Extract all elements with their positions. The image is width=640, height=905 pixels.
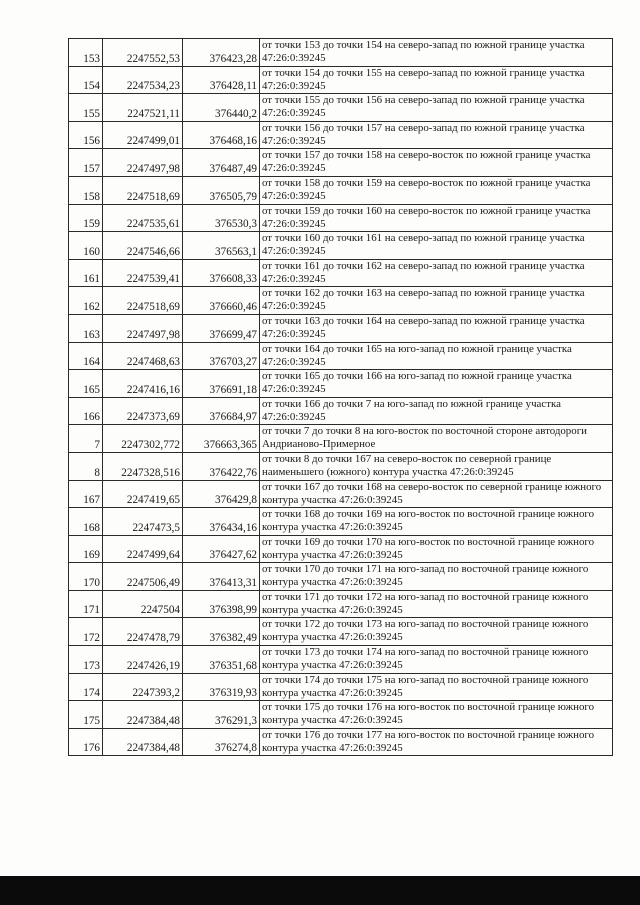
point-number-cell: 161: [69, 259, 103, 287]
x-coordinate-cell: 2247384,48: [103, 728, 183, 756]
x-coordinate-cell: 2247497,98: [103, 314, 183, 342]
point-number-cell: 153: [69, 39, 103, 67]
table-row: [69, 121, 613, 149]
table-row: [69, 66, 613, 94]
point-number-cell: 163: [69, 314, 103, 342]
coordinates-table: [68, 38, 613, 756]
boundary-description-cell: от точки 173 до точки 174 на юго-запад по восточной границе южного контура участка 47:26:0:39245: [260, 646, 613, 674]
table-row: [69, 563, 613, 591]
boundary-description-cell: от точки 164 до точки 165 на юго-запад по южной границе участка 47:26:0:39245: [260, 342, 613, 370]
boundary-description-cell: от точки 158 до точки 159 на северо-восток по южной границе участка 47:26:0:39245: [260, 176, 613, 204]
boundary-description-cell: от точки 160 до точки 161 на северо-запад по южной границе участка 47:26:0:39245: [260, 232, 613, 260]
x-coordinate-cell: 2247535,61: [103, 204, 183, 232]
table-row: [69, 673, 613, 701]
table-row: [69, 314, 613, 342]
x-coordinate-cell: 2247521,11: [103, 94, 183, 122]
table-row: [69, 618, 613, 646]
boundary-description-cell: от точки 162 до точки 163 на северо-запад по южной границе участка 47:26:0:39245: [260, 287, 613, 315]
boundary-description-cell: от точки 170 до точки 171 на юго-запад по восточной границе южного контура участка 47:26:0:39245: [260, 563, 613, 591]
boundary-description-cell: от точки 167 до точки 168 на северо-восток по северной границе южного контура участка 47:26:0:39245: [260, 480, 613, 508]
point-number-cell: 7: [69, 425, 103, 453]
point-number-cell: 155: [69, 94, 103, 122]
point-number-cell: 159: [69, 204, 103, 232]
x-coordinate-cell: 2247478,79: [103, 618, 183, 646]
y-coordinate-cell: 376505,79: [183, 176, 260, 204]
table-row: [69, 535, 613, 563]
y-coordinate-cell: 376703,27: [183, 342, 260, 370]
x-coordinate-cell: 2247468,63: [103, 342, 183, 370]
y-coordinate-cell: 376422,76: [183, 452, 260, 480]
table-row: [69, 259, 613, 287]
x-coordinate-cell: 2247504: [103, 590, 183, 618]
point-number-cell: 169: [69, 535, 103, 563]
table-row: [69, 425, 613, 453]
boundary-description-cell: от точки 159 до точки 160 на северо-восток по южной границе участка 47:26:0:39245: [260, 204, 613, 232]
boundary-description-cell: от точки 163 до точки 164 на северо-запад по южной границе участка 47:26:0:39245: [260, 314, 613, 342]
boundary-description-cell: от точки 157 до точки 158 на северо-восток по южной границе участка 47:26:0:39245: [260, 149, 613, 177]
x-coordinate-cell: 2247302,772: [103, 425, 183, 453]
y-coordinate-cell: 376382,49: [183, 618, 260, 646]
table-row: [69, 728, 613, 756]
boundary-description-cell: от точки 175 до точки 176 на юго-восток по восточной границе южного контура участка 47:26:0:39245: [260, 701, 613, 729]
boundary-description-cell: от точки 171 до точки 172 на юго-запад по восточной границе южного контура участка 47:26:0:39245: [260, 590, 613, 618]
table-row: [69, 370, 613, 398]
point-number-cell: 176: [69, 728, 103, 756]
y-coordinate-cell: 376423,28: [183, 39, 260, 67]
table-row: [69, 646, 613, 674]
point-number-cell: 173: [69, 646, 103, 674]
boundary-description-cell: от точки 166 до точки 7 на юго-запад по южной границе участка 47:26:0:39245: [260, 397, 613, 425]
x-coordinate-cell: 2247499,64: [103, 535, 183, 563]
y-coordinate-cell: 376428,11: [183, 66, 260, 94]
boundary-description-cell: от точки 8 до точки 167 на северо-восток по северной границе наименьшего (южного) контура участка 47:26:0:39245: [260, 452, 613, 480]
x-coordinate-cell: 2247497,98: [103, 149, 183, 177]
point-number-cell: 162: [69, 287, 103, 315]
x-coordinate-cell: 2247419,65: [103, 480, 183, 508]
coordinates-table-body: [69, 39, 613, 756]
point-number-cell: 164: [69, 342, 103, 370]
point-number-cell: 166: [69, 397, 103, 425]
point-number-cell: 174: [69, 673, 103, 701]
y-coordinate-cell: 376319,93: [183, 673, 260, 701]
point-number-cell: 157: [69, 149, 103, 177]
y-coordinate-cell: 376563,1: [183, 232, 260, 260]
table-row: [69, 590, 613, 618]
point-number-cell: 165: [69, 370, 103, 398]
y-coordinate-cell: 376663,365: [183, 425, 260, 453]
y-coordinate-cell: 376291,3: [183, 701, 260, 729]
point-number-cell: 168: [69, 508, 103, 536]
x-coordinate-cell: 2247518,69: [103, 176, 183, 204]
x-coordinate-cell: 2247426,19: [103, 646, 183, 674]
boundary-description-cell: от точки 7 до точки 8 на юго-восток по восточной стороне автодороги Андрианово-Примерное: [260, 425, 613, 453]
boundary-description-cell: от точки 168 до точки 169 на юго-восток по восточной границе южного контура участка 47:26:0:39245: [260, 508, 613, 536]
y-coordinate-cell: 376434,16: [183, 508, 260, 536]
boundary-description-cell: от точки 153 до точки 154 на северо-запад по южной границе участка 47:26:0:39245: [260, 39, 613, 67]
y-coordinate-cell: 376413,31: [183, 563, 260, 591]
point-number-cell: 172: [69, 618, 103, 646]
table-row: [69, 701, 613, 729]
table-row: [69, 480, 613, 508]
x-coordinate-cell: 2247539,41: [103, 259, 183, 287]
x-coordinate-cell: 2247416,16: [103, 370, 183, 398]
table-row: [69, 149, 613, 177]
table-row: [69, 232, 613, 260]
point-number-cell: 8: [69, 452, 103, 480]
boundary-description-cell: от точки 174 до точки 175 на юго-запад по восточной границе южного контура участка 47:26:0:39245: [260, 673, 613, 701]
y-coordinate-cell: 376684,97: [183, 397, 260, 425]
y-coordinate-cell: 376398,99: [183, 590, 260, 618]
table-row: [69, 204, 613, 232]
point-number-cell: 170: [69, 563, 103, 591]
point-number-cell: 160: [69, 232, 103, 260]
x-coordinate-cell: 2247473,5: [103, 508, 183, 536]
y-coordinate-cell: 376468,16: [183, 121, 260, 149]
table-row: [69, 452, 613, 480]
boundary-description-cell: от точки 176 до точки 177 на юго-восток по восточной границе южного контура участка 47:26:0:39245: [260, 728, 613, 756]
y-coordinate-cell: 376660,46: [183, 287, 260, 315]
boundary-description-cell: от точки 155 до точки 156 на северо-запад по южной границе участка 47:26:0:39245: [260, 94, 613, 122]
point-number-cell: 171: [69, 590, 103, 618]
y-coordinate-cell: 376487,49: [183, 149, 260, 177]
y-coordinate-cell: 376429,8: [183, 480, 260, 508]
y-coordinate-cell: 376699,47: [183, 314, 260, 342]
point-number-cell: 156: [69, 121, 103, 149]
table-row: [69, 39, 613, 67]
x-coordinate-cell: 2247546,66: [103, 232, 183, 260]
x-coordinate-cell: 2247384,48: [103, 701, 183, 729]
x-coordinate-cell: 2247393,2: [103, 673, 183, 701]
boundary-description-cell: от точки 172 до точки 173 на юго-запад по восточной границе южного контура участка 47:26:0:39245: [260, 618, 613, 646]
y-coordinate-cell: 376608,33: [183, 259, 260, 287]
y-coordinate-cell: 376691,18: [183, 370, 260, 398]
x-coordinate-cell: 2247534,23: [103, 66, 183, 94]
y-coordinate-cell: 376427,62: [183, 535, 260, 563]
x-coordinate-cell: 2247506,49: [103, 563, 183, 591]
x-coordinate-cell: 2247373,69: [103, 397, 183, 425]
y-coordinate-cell: 376530,3: [183, 204, 260, 232]
y-coordinate-cell: 376351,68: [183, 646, 260, 674]
x-coordinate-cell: 2247328,516: [103, 452, 183, 480]
table-row: [69, 342, 613, 370]
x-coordinate-cell: 2247518,69: [103, 287, 183, 315]
x-coordinate-cell: 2247499,01: [103, 121, 183, 149]
table-row: [69, 508, 613, 536]
table-row: [69, 397, 613, 425]
point-number-cell: 158: [69, 176, 103, 204]
boundary-description-cell: от точки 156 до точки 157 на северо-запад по южной границе участка 47:26:0:39245: [260, 121, 613, 149]
y-coordinate-cell: 376274,8: [183, 728, 260, 756]
point-number-cell: 175: [69, 701, 103, 729]
boundary-description-cell: от точки 154 до точки 155 на северо-запад по южной границе участка 47:26:0:39245: [260, 66, 613, 94]
boundary-description-cell: от точки 161 до точки 162 на северо-запад по южной границе участка 47:26:0:39245: [260, 259, 613, 287]
table-row: [69, 176, 613, 204]
y-coordinate-cell: 376440,2: [183, 94, 260, 122]
point-number-cell: 154: [69, 66, 103, 94]
x-coordinate-cell: 2247552,53: [103, 39, 183, 67]
point-number-cell: 167: [69, 480, 103, 508]
boundary-description-cell: от точки 165 до точки 166 на юго-запад по южной границе участка 47:26:0:39245: [260, 370, 613, 398]
boundary-description-cell: от точки 169 до точки 170 на юго-восток по восточной границе южного контура участка 47:26:0:39245: [260, 535, 613, 563]
scan-edge-bar: [0, 876, 640, 905]
table-row: [69, 287, 613, 315]
table-row: [69, 94, 613, 122]
